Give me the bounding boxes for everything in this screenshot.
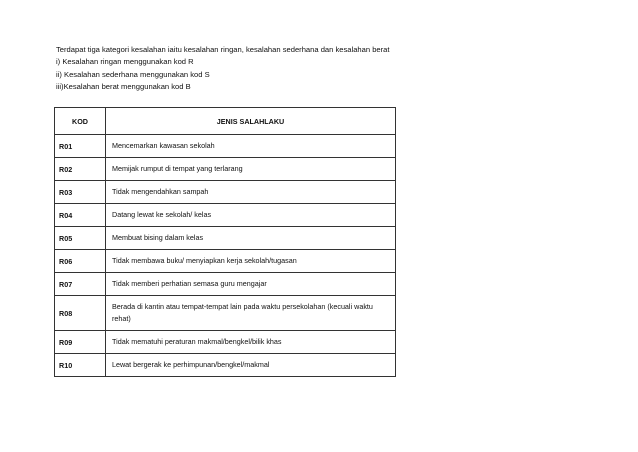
row-code: R10 [55, 354, 106, 377]
row-code: R03 [55, 181, 106, 204]
row-description: Tidak memberi perhatian semasa guru mengajar [106, 273, 396, 296]
intro-line: ii) Kesalahan sederhana menggunakan kod S [56, 69, 210, 79]
row-description: Berada di kantin atau tempat-tempat lain pada waktu persekolahan (kecuali waktu rehat) [106, 296, 396, 331]
row-description: Datang lewat ke sekolah/ kelas [106, 204, 396, 227]
row-code: R01 [55, 135, 106, 158]
row-description: Tidak membawa buku/ menyiapkan kerja sekolah/tugasan [106, 250, 396, 273]
table-row [55, 204, 396, 227]
intro-line: i) Kesalahan ringan menggunakan kod R [56, 57, 194, 67]
row-code: R06 [55, 250, 106, 273]
table-row [55, 354, 396, 377]
row-code: R08 [55, 296, 106, 331]
row-description: Memijak rumput di tempat yang terlarang [106, 158, 396, 181]
row-description: Tidak mematuhi peraturan makmal/bengkel/bilik khas [106, 331, 396, 354]
table-row [55, 273, 396, 296]
table-row [55, 135, 396, 158]
table-row [55, 181, 396, 204]
intro-line: Terdapat tiga kategori kesalahan iaitu kesalahan ringan, kesalahan sederhana dan kesalahan berat [56, 45, 390, 54]
row-code: R02 [55, 158, 106, 181]
row-description: Membuat bising dalam kelas [106, 227, 396, 250]
row-code: R05 [55, 227, 106, 250]
row-code: R07 [55, 273, 106, 296]
table-row [55, 158, 396, 181]
table-row [55, 227, 396, 250]
intro-line: iii)Kesalahan berat menggunakan kod B [56, 82, 191, 92]
header-code: KOD [55, 108, 106, 135]
row-description: Lewat bergerak ke perhimpunan/bengkel/makmal [106, 354, 396, 377]
table-header-row [55, 108, 396, 135]
table-row [55, 250, 396, 273]
misconduct-table [54, 107, 396, 377]
row-code: R09 [55, 331, 106, 354]
intro-paragraph [56, 44, 576, 94]
header-misconduct-type: JENIS SALAHLAKU [106, 108, 396, 135]
row-description: Mencemarkan kawasan sekolah [106, 135, 396, 158]
table-row [55, 296, 396, 331]
row-code: R04 [55, 204, 106, 227]
table-row [55, 331, 396, 354]
row-description: Tidak mengendahkan sampah [106, 181, 396, 204]
